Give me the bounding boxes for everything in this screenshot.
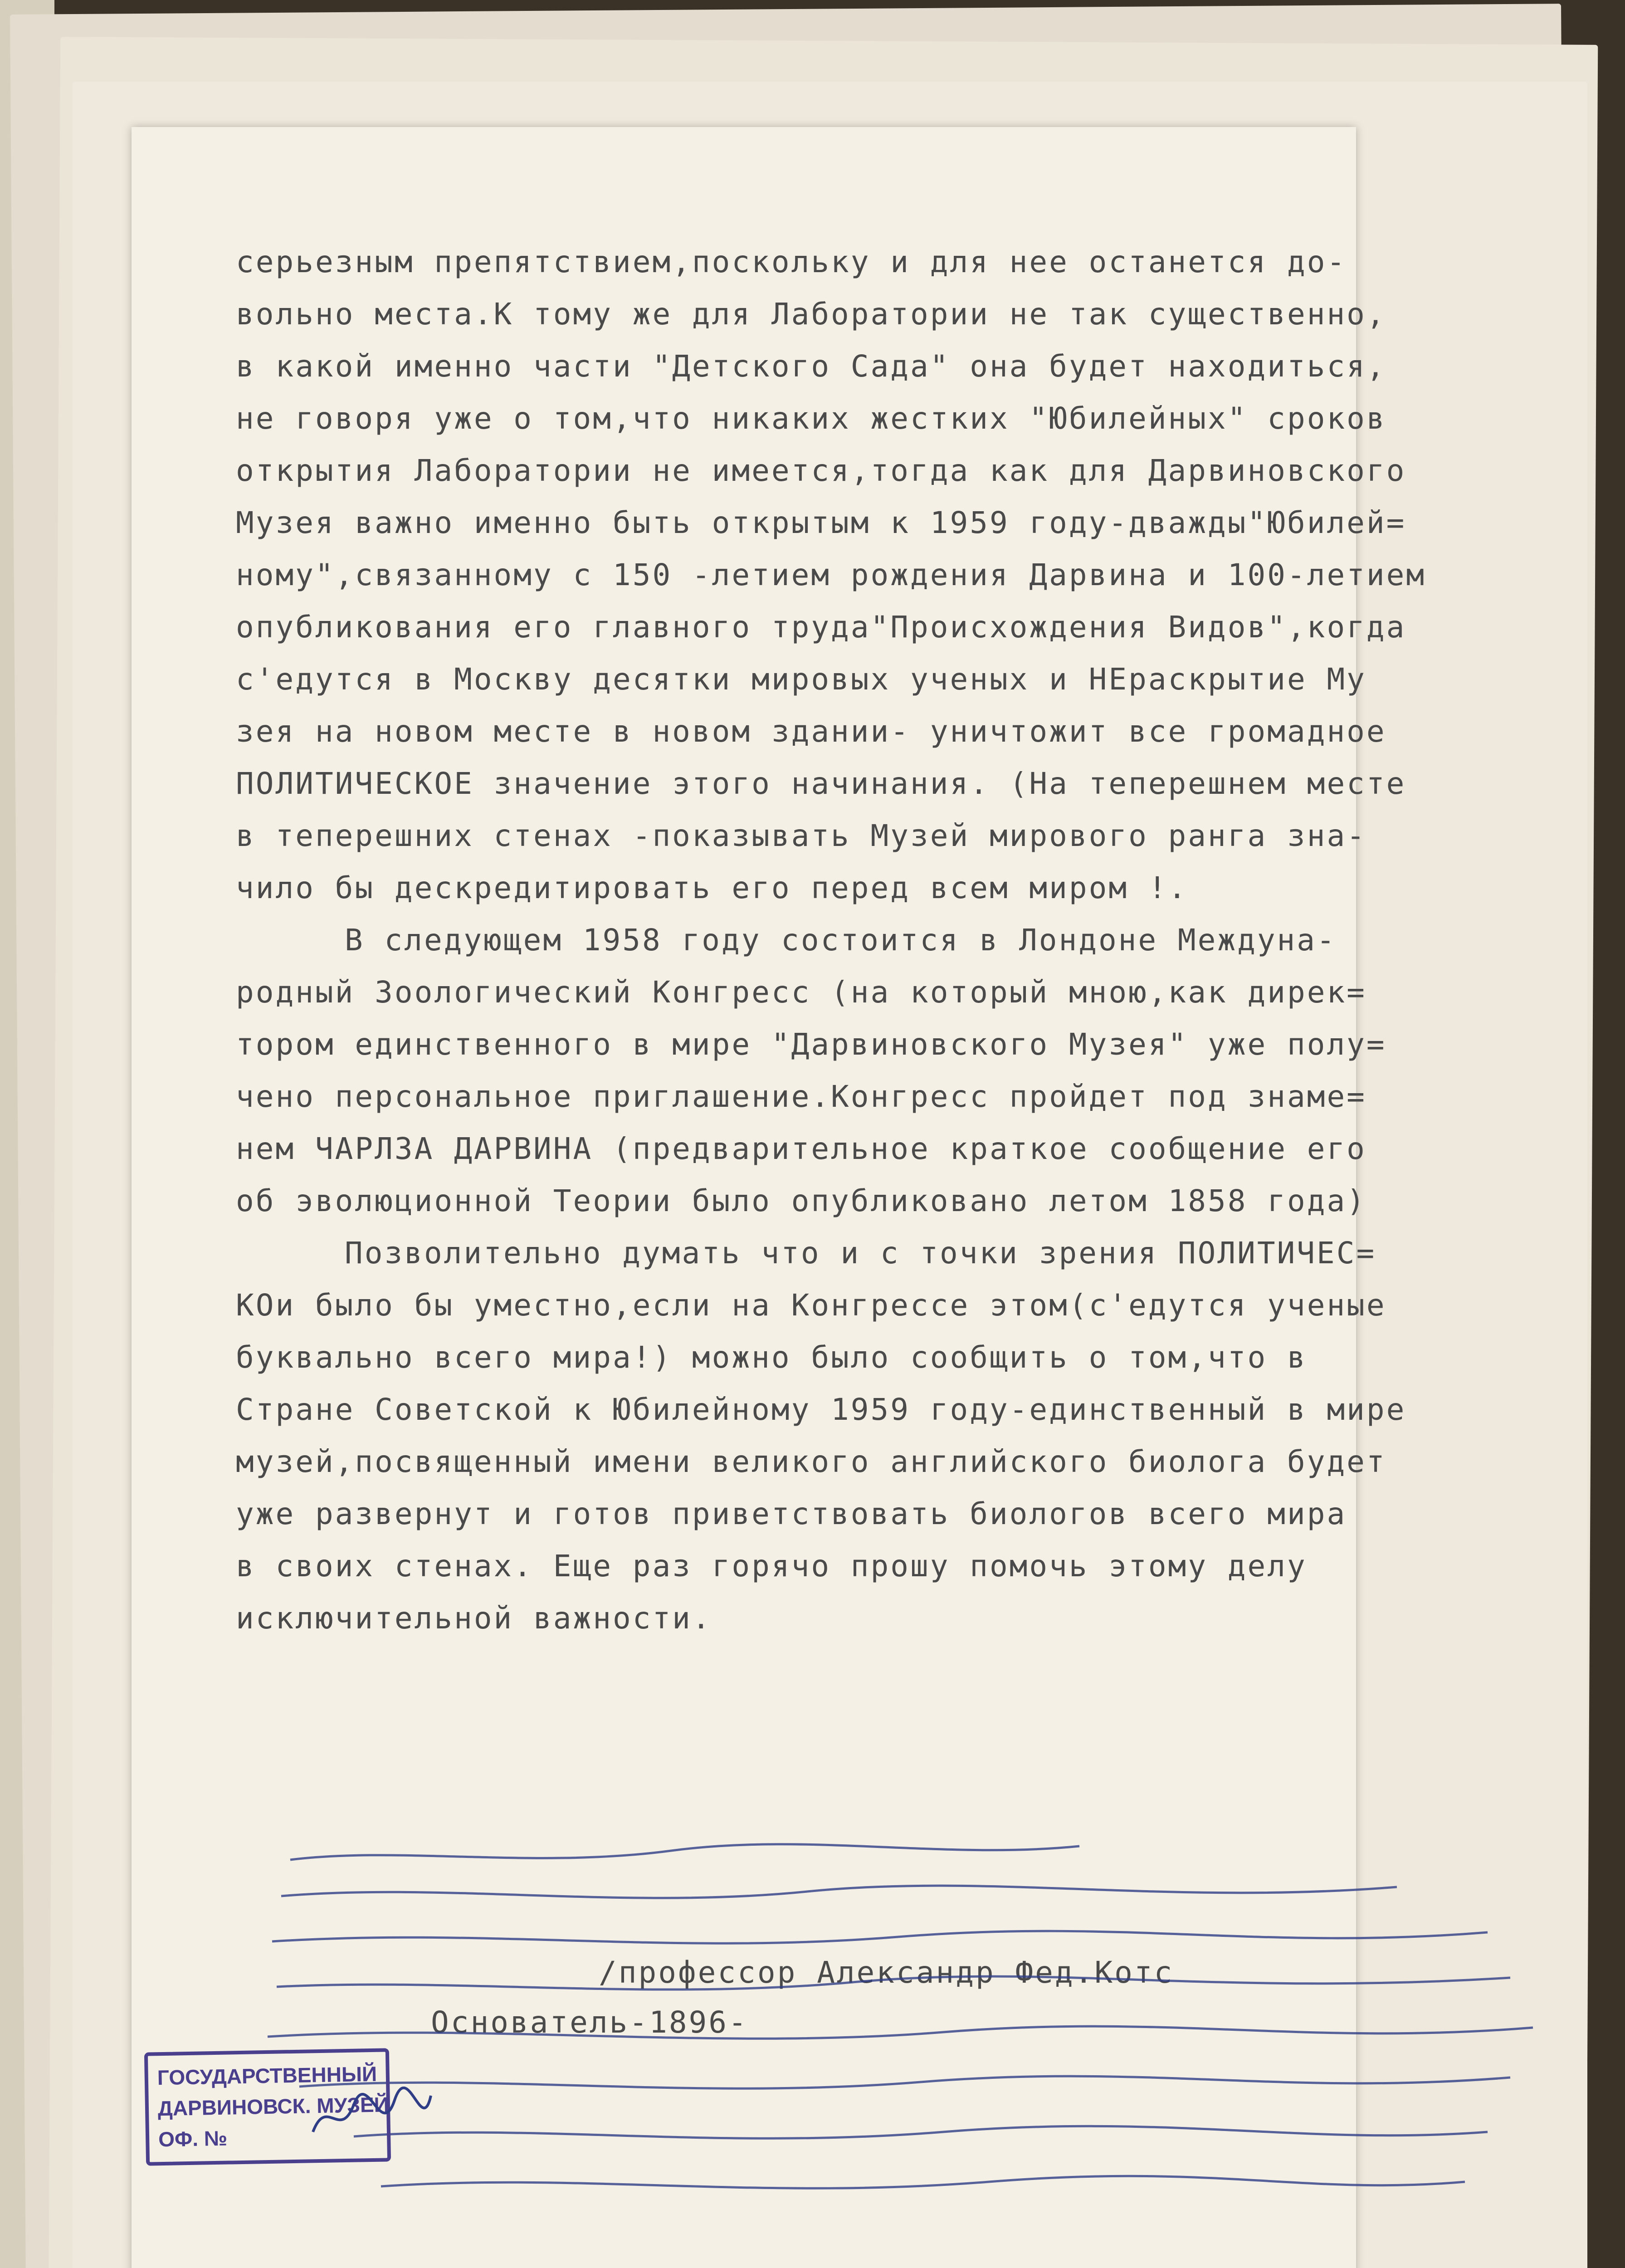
text-line: с'едутся в Москву десятки мировых ученых и НЕраскрытие Му xyxy=(236,662,1366,697)
text-line: не говоря уже о том,что никаких жестких "Юбилейных" сроков xyxy=(236,401,1386,436)
signature-line: /профессор Александр Фед.Котс xyxy=(599,1955,1174,1990)
text-line: Стране Советской к Юбилейному 1959 году-единственный в мире xyxy=(236,1392,1406,1427)
text-line: ному",связанному с 150 -летием рождения Дарвина и 100-летием xyxy=(236,557,1426,592)
text-line: Музея важно именно быть открытым к 1959 году-дважды"Юбилей= xyxy=(236,505,1406,540)
stamp-line-2: ДАРВИНОВСК. МУЗЕЙ xyxy=(157,2092,390,2121)
text-line: ПОЛИТИЧЕСКОЕ значение этого начинания. (На теперешнем месте xyxy=(236,766,1406,801)
text-line: чено персональное приглашение.Конгресс пройдет под знаме= xyxy=(236,1079,1366,1114)
text-line: в какой именно части "Детского Сада" она будет находиться, xyxy=(236,349,1386,384)
founder-line: Основатель-1896- xyxy=(431,2005,748,2040)
text-line: открытия Лаборатории не имеется,тогда как для Дарвиновского xyxy=(236,453,1406,488)
text-line: в своих стенах. Еще раз горячо прошу помочь этому делу xyxy=(236,1549,1307,1584)
text-line: В следующем 1958 году состоится в Лондоне Междуна- xyxy=(345,923,1337,958)
stamp-line-3: ОФ. № xyxy=(158,2126,228,2151)
text-line: буквально всего мира!) можно было сообщить о том,что в xyxy=(236,1340,1307,1375)
text-line: серьезным препятствием,поскольку и для нее останется до- xyxy=(236,244,1347,279)
text-line: об эволюционной Теории было опубликовано летом 1858 года) xyxy=(236,1183,1366,1218)
text-line: чило бы дескредитировать его перед всем миром !. xyxy=(236,870,1188,905)
stamp-number-scribble xyxy=(308,2087,435,2150)
text-line: родный Зоологический Конгресс (на который мною,как дирек= xyxy=(236,975,1366,1010)
handwritten-annotations xyxy=(263,1842,1578,2241)
text-line: вольно места.К тому же для Лаборатории не так существенно, xyxy=(236,297,1386,332)
typed-text-body xyxy=(236,236,1551,1644)
text-line: в теперешних стенах -показывать Музей мирового ранга зна- xyxy=(236,818,1366,853)
text-line: зея на новом месте в новом здании- уничтожит все громадное xyxy=(236,714,1386,749)
stamp-line-1: ГОСУДАРСТВЕННЫЙ xyxy=(157,2062,377,2090)
text-line: тором единственного в мире "Дарвиновского Музея" уже полу= xyxy=(236,1027,1386,1062)
text-line: нем ЧАРЛЗА ДАРВИНА (предварительное краткое сообщение его xyxy=(236,1131,1366,1166)
text-line: уже развернут и готов приветствовать биологов всего мира xyxy=(236,1496,1347,1531)
text-line: опубликования его главного труда"Происхождения Видов",когда xyxy=(236,610,1406,645)
text-line: музей,посвященный имени великого английского биолога будет xyxy=(236,1444,1386,1479)
text-line: исключительной важности. xyxy=(236,1601,712,1636)
text-line: КОи было бы уместно,если на Конгрессе этом(с'едутся ученые xyxy=(236,1288,1386,1323)
text-line: Позволительно думать что и с точки зрения ПОЛИТИЧЕС= xyxy=(345,1236,1376,1271)
